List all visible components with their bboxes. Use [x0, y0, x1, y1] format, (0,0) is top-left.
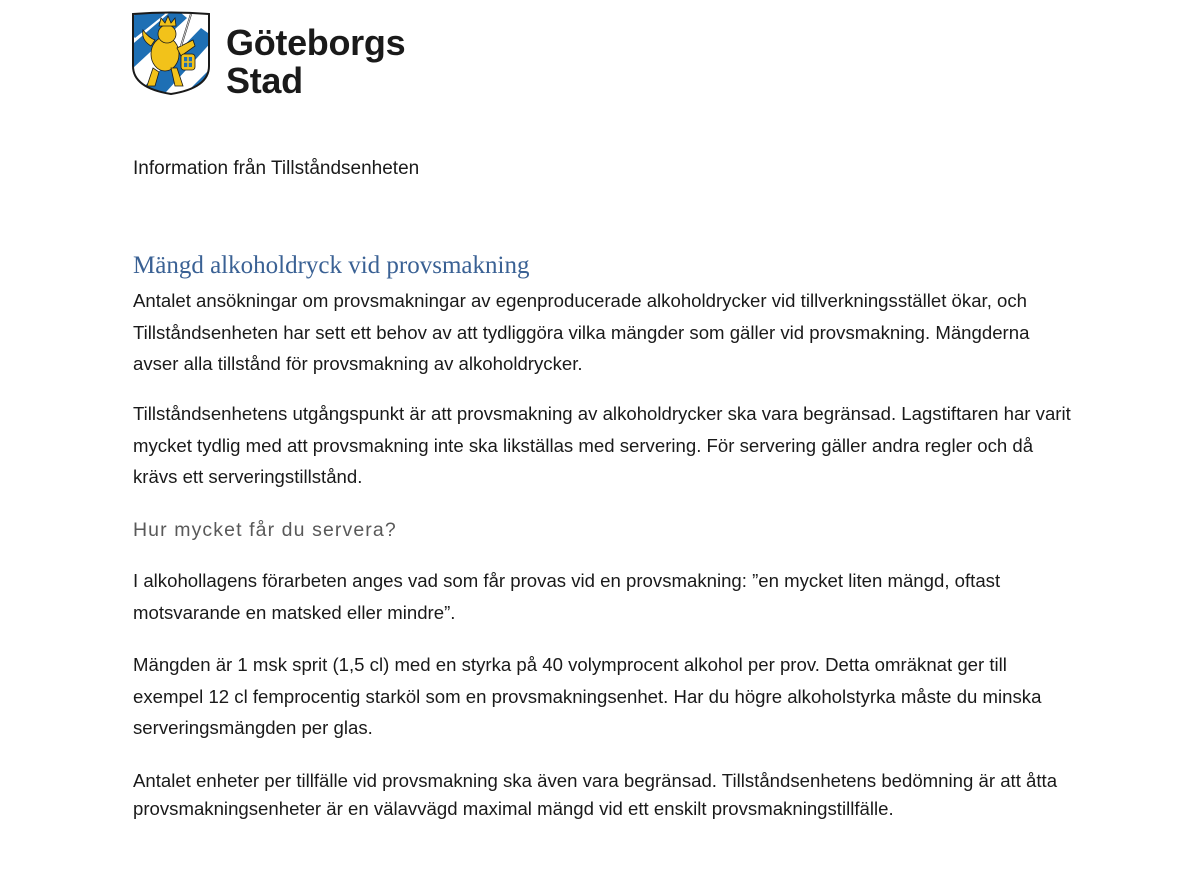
logo-line-1: Göteborgs: [226, 22, 406, 63]
info-header: Information från Tillståndsenheten: [133, 158, 420, 179]
paragraph-1: Antalet ansökningar om provsmakningar av egenproducerade alkoholdrycker vid tillverkningsstället ökar, och Tillståndsenheten har sett ett behov av att tydliggöra vilka mängder som gäller vid provsmakning. Mängderna avser alla tillstånd för provsmakning av alkoholdrycker.: [133, 290, 1030, 374]
paragraph-3: I alkohollagens förarbeten anges vad som får provas vid en provsmakning: ”en mycket liten mängd, oftast motsvarande en matsked eller mindre”.: [133, 570, 1001, 623]
subheading: Hur mycket får du servera?: [133, 519, 397, 541]
paragraph-4: Mängden är 1 msk sprit (1,5 cl) med en styrka på 40 volymprocent alkohol per prov. Detta omräknat ger till exempel 12 cl femprocentig starköl som en provsmakningsenhet. Har du högre alkoholstyrka måste du minska serveringsmängden per glas.: [133, 654, 1042, 738]
city-coat-of-arms-icon: [131, 10, 211, 96]
goteborgs-stad-logo: [131, 10, 405, 100]
paragraph-5: Antalet enheter per tillfälle vid provsmakning ska även vara begränsad. Tillståndsenhetens bedömning är att åtta provsmakningsenheter är en välavvägd maximal mängd vid ett enskilt provsmakningstillfälle.: [133, 770, 1058, 819]
paragraph-2: Tillståndsenhetens utgångspunkt är att provsmakning av alkoholdrycker ska vara begränsad. Lagstiftaren har varit mycket tydlig med att provsmakning inte ska likställas med servering. För servering gäller andra regler och då krävs ett serveringstillstånd.: [133, 403, 1071, 487]
logo-wordmark: [226, 24, 405, 100]
logo-line-2: Stad: [226, 60, 303, 101]
document-title: Mängd alkoholdryck vid provsmakning: [133, 252, 530, 279]
